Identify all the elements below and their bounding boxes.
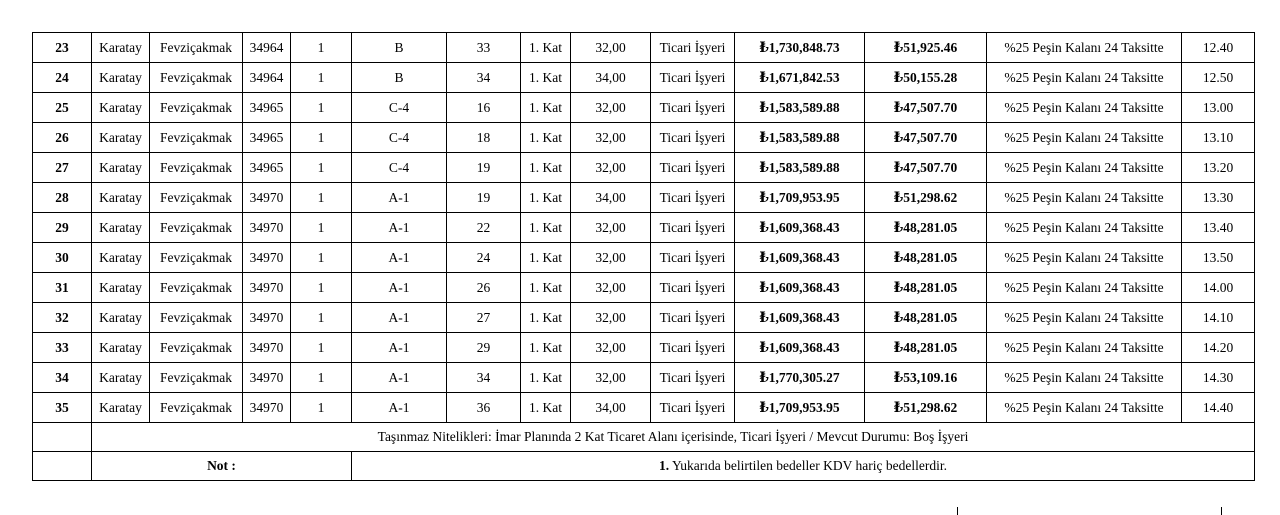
page-cut-mark [1213, 507, 1222, 515]
ada-cell: 34965 [243, 93, 291, 123]
district-cell: Karatay [92, 243, 150, 273]
area-cell: 32,00 [571, 273, 651, 303]
deposit-cell: ₺48,281.05 [865, 273, 987, 303]
unit-number-cell: 36 [447, 393, 521, 423]
deposit-cell: ₺53,109.16 [865, 363, 987, 393]
floor-cell: 1. Kat [521, 123, 571, 153]
property-type-cell: Ticari İşyeri [651, 123, 735, 153]
block-cell: C-4 [352, 153, 447, 183]
property-type-cell: Ticari İşyeri [651, 243, 735, 273]
block-cell: B [352, 63, 447, 93]
table-row [33, 273, 1255, 303]
row-number: 27 [33, 153, 92, 183]
payment-terms-cell: %25 Peşin Kalanı 24 Taksitte [987, 333, 1182, 363]
payment-terms-cell: %25 Peşin Kalanı 24 Taksitte [987, 213, 1182, 243]
parsel-cell: 1 [291, 393, 352, 423]
floor-cell: 1. Kat [521, 183, 571, 213]
ada-cell: 34970 [243, 303, 291, 333]
property-listing-table [32, 32, 1255, 481]
note-label: Not : [92, 452, 352, 481]
auction-time-cell: 13.10 [1182, 123, 1255, 153]
property-type-cell: Ticari İşyeri [651, 63, 735, 93]
price-cell: ₺1,770,305.27 [735, 363, 865, 393]
parsel-cell: 1 [291, 243, 352, 273]
block-cell: A-1 [352, 273, 447, 303]
parsel-cell: 1 [291, 183, 352, 213]
property-type-cell: Ticari İşyeri [651, 363, 735, 393]
area-cell: 32,00 [571, 303, 651, 333]
unit-number-cell: 16 [447, 93, 521, 123]
row-number: 29 [33, 213, 92, 243]
row-number: 32 [33, 303, 92, 333]
ada-cell: 34970 [243, 393, 291, 423]
floor-cell: 1. Kat [521, 153, 571, 183]
row-number: 24 [33, 63, 92, 93]
neighborhood-cell: Fevziçakmak [150, 183, 243, 213]
empty-cell [33, 423, 92, 452]
block-cell: B [352, 33, 447, 63]
payment-terms-cell: %25 Peşin Kalanı 24 Taksitte [987, 63, 1182, 93]
price-cell: ₺1,609,368.43 [735, 273, 865, 303]
parsel-cell: 1 [291, 63, 352, 93]
parsel-cell: 1 [291, 213, 352, 243]
unit-number-cell: 27 [447, 303, 521, 333]
district-cell: Karatay [92, 93, 150, 123]
price-cell: ₺1,583,589.88 [735, 123, 865, 153]
table-row [33, 213, 1255, 243]
ada-cell: 34964 [243, 33, 291, 63]
price-cell: ₺1,609,368.43 [735, 213, 865, 243]
neighborhood-cell: Fevziçakmak [150, 243, 243, 273]
parsel-cell: 1 [291, 273, 352, 303]
block-cell: A-1 [352, 333, 447, 363]
floor-cell: 1. Kat [521, 303, 571, 333]
price-cell: ₺1,609,368.43 [735, 303, 865, 333]
table-row [33, 333, 1255, 363]
district-cell: Karatay [92, 333, 150, 363]
floor-cell: 1. Kat [521, 243, 571, 273]
row-number: 33 [33, 333, 92, 363]
price-cell: ₺1,583,589.88 [735, 93, 865, 123]
payment-terms-cell: %25 Peşin Kalanı 24 Taksitte [987, 303, 1182, 333]
empty-cell [33, 452, 92, 481]
area-cell: 32,00 [571, 243, 651, 273]
deposit-cell: ₺48,281.05 [865, 243, 987, 273]
parsel-cell: 1 [291, 333, 352, 363]
note-text-cell [352, 452, 1255, 481]
page-cut-mark [957, 507, 966, 515]
auction-time-cell: 13.50 [1182, 243, 1255, 273]
auction-time-cell: 14.20 [1182, 333, 1255, 363]
district-cell: Karatay [92, 393, 150, 423]
neighborhood-cell: Fevziçakmak [150, 363, 243, 393]
auction-time-cell: 14.10 [1182, 303, 1255, 333]
auction-time-cell: 13.40 [1182, 213, 1255, 243]
ada-cell: 34970 [243, 243, 291, 273]
neighborhood-cell: Fevziçakmak [150, 153, 243, 183]
area-cell: 34,00 [571, 393, 651, 423]
auction-time-cell: 13.30 [1182, 183, 1255, 213]
row-number: 30 [33, 243, 92, 273]
property-type-cell: Ticari İşyeri [651, 303, 735, 333]
parsel-cell: 1 [291, 93, 352, 123]
district-cell: Karatay [92, 363, 150, 393]
district-cell: Karatay [92, 183, 150, 213]
ada-cell: 34970 [243, 273, 291, 303]
floor-cell: 1. Kat [521, 393, 571, 423]
payment-terms-cell: %25 Peşin Kalanı 24 Taksitte [987, 33, 1182, 63]
price-cell: ₺1,609,368.43 [735, 333, 865, 363]
area-cell: 32,00 [571, 363, 651, 393]
unit-number-cell: 26 [447, 273, 521, 303]
payment-terms-cell: %25 Peşin Kalanı 24 Taksitte [987, 153, 1182, 183]
unit-number-cell: 24 [447, 243, 521, 273]
row-number: 34 [33, 363, 92, 393]
floor-cell: 1. Kat [521, 93, 571, 123]
district-cell: Karatay [92, 303, 150, 333]
floor-cell: 1. Kat [521, 63, 571, 93]
table-row [33, 153, 1255, 183]
property-note-row [33, 423, 1255, 452]
neighborhood-cell: Fevziçakmak [150, 273, 243, 303]
auction-time-cell: 12.40 [1182, 33, 1255, 63]
table-row [33, 303, 1255, 333]
block-cell: A-1 [352, 303, 447, 333]
deposit-cell: ₺48,281.05 [865, 303, 987, 333]
unit-number-cell: 22 [447, 213, 521, 243]
area-cell: 32,00 [571, 123, 651, 153]
price-cell: ₺1,709,953.95 [735, 393, 865, 423]
property-type-cell: Ticari İşyeri [651, 153, 735, 183]
payment-terms-cell: %25 Peşin Kalanı 24 Taksitte [987, 183, 1182, 213]
note-row [33, 452, 1255, 481]
area-cell: 32,00 [571, 33, 651, 63]
floor-cell: 1. Kat [521, 273, 571, 303]
unit-number-cell: 34 [447, 63, 521, 93]
deposit-cell: ₺47,507.70 [865, 123, 987, 153]
unit-number-cell: 18 [447, 123, 521, 153]
row-number: 31 [33, 273, 92, 303]
unit-number-cell: 19 [447, 153, 521, 183]
block-cell: A-1 [352, 243, 447, 273]
auction-time-cell: 14.30 [1182, 363, 1255, 393]
deposit-cell: ₺48,281.05 [865, 213, 987, 243]
deposit-cell: ₺51,925.46 [865, 33, 987, 63]
neighborhood-cell: Fevziçakmak [150, 33, 243, 63]
note-number: 1. [659, 458, 670, 473]
ada-cell: 34964 [243, 63, 291, 93]
price-cell: ₺1,730,848.73 [735, 33, 865, 63]
table-row [33, 183, 1255, 213]
property-type-cell: Ticari İşyeri [651, 183, 735, 213]
price-cell: ₺1,609,368.43 [735, 243, 865, 273]
parsel-cell: 1 [291, 153, 352, 183]
table-row [33, 123, 1255, 153]
area-cell: 32,00 [571, 213, 651, 243]
auction-time-cell: 13.00 [1182, 93, 1255, 123]
area-cell: 34,00 [571, 63, 651, 93]
row-number: 25 [33, 93, 92, 123]
block-cell: A-1 [352, 363, 447, 393]
payment-terms-cell: %25 Peşin Kalanı 24 Taksitte [987, 123, 1182, 153]
property-type-cell: Ticari İşyeri [651, 393, 735, 423]
property-type-cell: Ticari İşyeri [651, 213, 735, 243]
table-body [33, 33, 1255, 481]
block-cell: A-1 [352, 183, 447, 213]
property-type-cell: Ticari İşyeri [651, 333, 735, 363]
parsel-cell: 1 [291, 33, 352, 63]
unit-number-cell: 29 [447, 333, 521, 363]
ada-cell: 34970 [243, 333, 291, 363]
payment-terms-cell: %25 Peşin Kalanı 24 Taksitte [987, 93, 1182, 123]
block-cell: C-4 [352, 123, 447, 153]
neighborhood-cell: Fevziçakmak [150, 63, 243, 93]
row-number: 26 [33, 123, 92, 153]
deposit-cell: ₺50,155.28 [865, 63, 987, 93]
district-cell: Karatay [92, 63, 150, 93]
parsel-cell: 1 [291, 123, 352, 153]
table-row [33, 363, 1255, 393]
ada-cell: 34970 [243, 183, 291, 213]
floor-cell: 1. Kat [521, 363, 571, 393]
auction-time-cell: 14.00 [1182, 273, 1255, 303]
row-number: 35 [33, 393, 92, 423]
property-note-text: Taşınmaz Nitelikleri: İmar Planında 2 Kat Ticaret Alanı içerisinde, Ticari İşyeri / Mevcut Durumu: Boş İşyeri [92, 423, 1255, 452]
row-number: 23 [33, 33, 92, 63]
area-cell: 34,00 [571, 183, 651, 213]
table-row [33, 63, 1255, 93]
neighborhood-cell: Fevziçakmak [150, 93, 243, 123]
block-cell: A-1 [352, 393, 447, 423]
block-cell: A-1 [352, 213, 447, 243]
district-cell: Karatay [92, 273, 150, 303]
deposit-cell: ₺48,281.05 [865, 333, 987, 363]
district-cell: Karatay [92, 33, 150, 63]
deposit-cell: ₺47,507.70 [865, 93, 987, 123]
property-type-cell: Ticari İşyeri [651, 33, 735, 63]
deposit-cell: ₺47,507.70 [865, 153, 987, 183]
table-row [33, 93, 1255, 123]
neighborhood-cell: Fevziçakmak [150, 213, 243, 243]
ada-cell: 34965 [243, 123, 291, 153]
floor-cell: 1. Kat [521, 33, 571, 63]
table-row [33, 33, 1255, 63]
neighborhood-cell: Fevziçakmak [150, 333, 243, 363]
unit-number-cell: 19 [447, 183, 521, 213]
block-cell: C-4 [352, 93, 447, 123]
district-cell: Karatay [92, 153, 150, 183]
floor-cell: 1. Kat [521, 213, 571, 243]
deposit-cell: ₺51,298.62 [865, 183, 987, 213]
district-cell: Karatay [92, 123, 150, 153]
property-type-cell: Ticari İşyeri [651, 273, 735, 303]
ada-cell: 34970 [243, 363, 291, 393]
payment-terms-cell: %25 Peşin Kalanı 24 Taksitte [987, 393, 1182, 423]
area-cell: 32,00 [571, 153, 651, 183]
district-cell: Karatay [92, 213, 150, 243]
auction-time-cell: 12.50 [1182, 63, 1255, 93]
neighborhood-cell: Fevziçakmak [150, 393, 243, 423]
floor-cell: 1. Kat [521, 333, 571, 363]
row-number: 28 [33, 183, 92, 213]
neighborhood-cell: Fevziçakmak [150, 303, 243, 333]
unit-number-cell: 34 [447, 363, 521, 393]
payment-terms-cell: %25 Peşin Kalanı 24 Taksitte [987, 243, 1182, 273]
property-type-cell: Ticari İşyeri [651, 93, 735, 123]
parsel-cell: 1 [291, 363, 352, 393]
ada-cell: 34965 [243, 153, 291, 183]
area-cell: 32,00 [571, 93, 651, 123]
neighborhood-cell: Fevziçakmak [150, 123, 243, 153]
auction-time-cell: 13.20 [1182, 153, 1255, 183]
note-text: Yukarıda belirtilen bedeller KDV hariç bedellerdir. [669, 458, 947, 473]
price-cell: ₺1,709,953.95 [735, 183, 865, 213]
table-row [33, 393, 1255, 423]
price-cell: ₺1,583,589.88 [735, 153, 865, 183]
ada-cell: 34970 [243, 213, 291, 243]
payment-terms-cell: %25 Peşin Kalanı 24 Taksitte [987, 273, 1182, 303]
area-cell: 32,00 [571, 333, 651, 363]
payment-terms-cell: %25 Peşin Kalanı 24 Taksitte [987, 363, 1182, 393]
auction-time-cell: 14.40 [1182, 393, 1255, 423]
price-cell: ₺1,671,842.53 [735, 63, 865, 93]
deposit-cell: ₺51,298.62 [865, 393, 987, 423]
table-row [33, 243, 1255, 273]
unit-number-cell: 33 [447, 33, 521, 63]
parsel-cell: 1 [291, 303, 352, 333]
